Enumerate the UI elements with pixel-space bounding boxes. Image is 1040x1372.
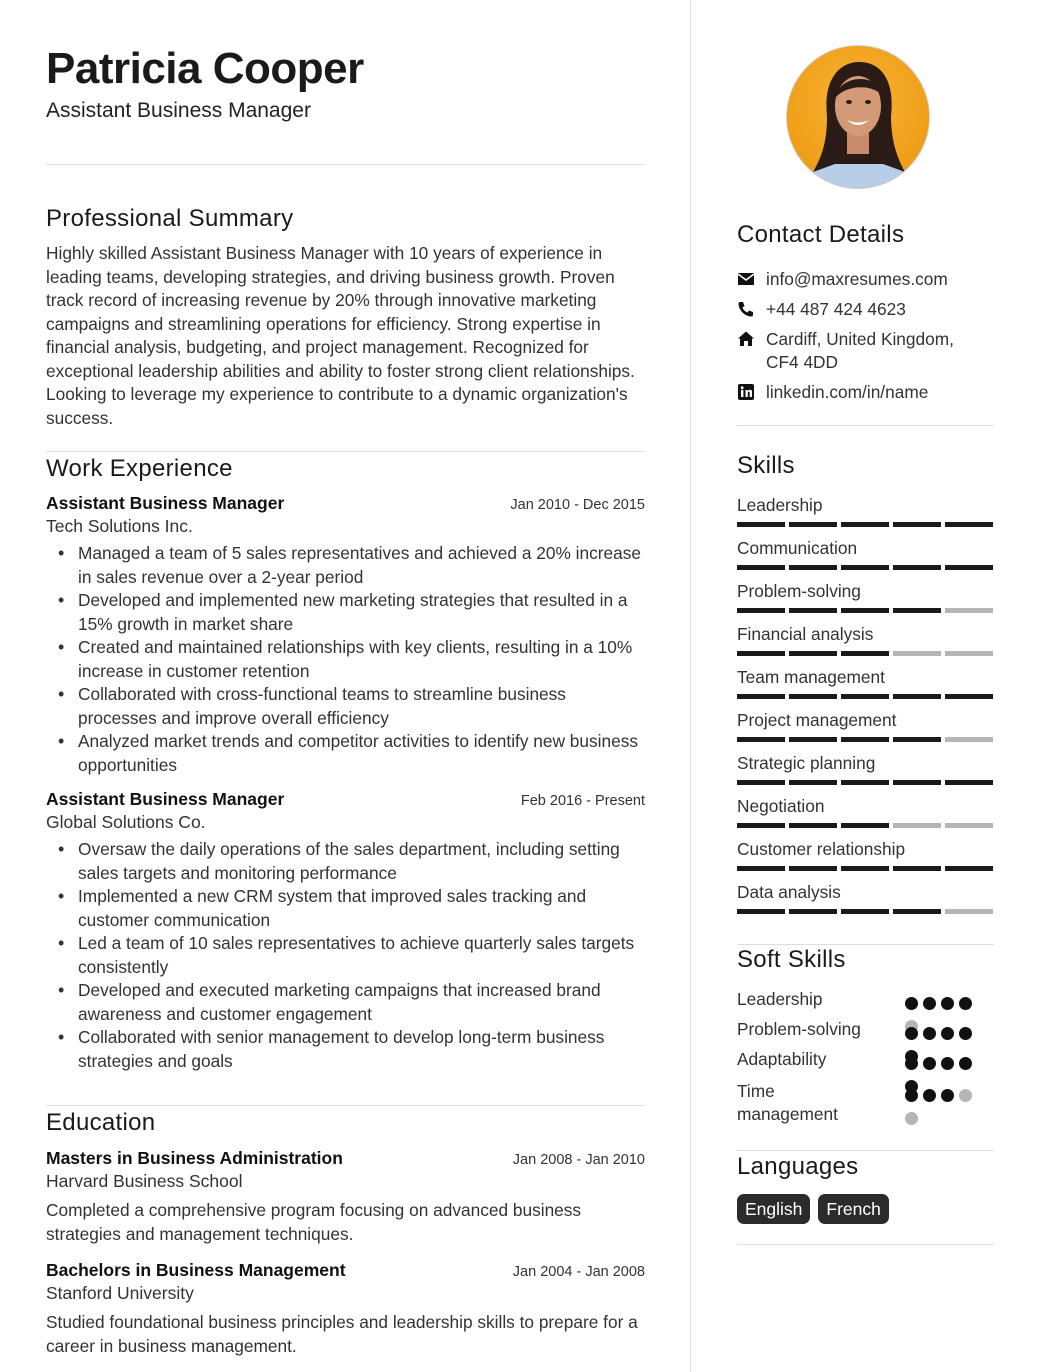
skills-heading: Skills	[737, 452, 795, 479]
rating-dot	[959, 1027, 972, 1040]
skill-level-segment	[841, 522, 889, 527]
job-bullet: • Developed and executed marketing campaigns that increased brand awareness and customer engagement	[46, 979, 645, 1026]
soft-skill-name: Adaptability	[737, 1049, 827, 1069]
education-entry	[46, 1260, 645, 1358]
skill-level-segment	[893, 823, 941, 828]
rating-dot	[923, 1089, 936, 1102]
skill-level-segment	[945, 694, 993, 699]
skill-level-segment	[945, 909, 993, 914]
skill-level-segment	[945, 866, 993, 871]
skill-level-bar	[737, 737, 993, 742]
skill-level-segment	[893, 694, 941, 699]
skill-level-segment	[893, 565, 941, 570]
rating-dot	[905, 1057, 918, 1070]
skill-level-segment	[893, 780, 941, 785]
envelope-icon	[737, 270, 755, 288]
contact-phone[interactable]	[737, 298, 994, 321]
skill-level-segment	[737, 737, 785, 742]
skill-row	[737, 494, 994, 537]
contact-email[interactable]	[737, 268, 994, 291]
skill-level-segment	[893, 522, 941, 527]
languages-divider	[737, 1244, 994, 1245]
linkedin-icon	[737, 383, 755, 401]
soft-skill-name: Problem-solving	[737, 1019, 861, 1039]
skill-level-segment	[789, 737, 837, 742]
skill-level-segment	[737, 909, 785, 914]
home-icon	[737, 330, 755, 348]
education-date: Jan 2004 - Jan 2008	[512, 1264, 645, 1280]
skill-row	[737, 623, 994, 666]
skill-name: Strategic planning	[737, 753, 876, 773]
skill-level-segment	[737, 823, 785, 828]
skill-level-segment	[841, 909, 889, 914]
skill-level-segment	[789, 694, 837, 699]
skill-level-segment	[945, 522, 993, 527]
education-description: Completed a comprehensive program focusing on advanced business strategies and management techniques.	[46, 1200, 582, 1244]
degree-title: Masters in Business Administration	[46, 1148, 343, 1168]
skill-name: Negotiation	[737, 796, 825, 816]
job-company: Global Solutions Co.	[46, 812, 206, 832]
skill-row	[737, 709, 994, 752]
job-date: Jan 2010 - Dec 2015	[510, 497, 645, 513]
contact-list	[737, 268, 994, 411]
rating-dot	[905, 997, 918, 1010]
skill-level-bar	[737, 522, 993, 527]
soft-skill-row	[737, 1080, 994, 1130]
skill-level-bar	[737, 909, 993, 914]
skill-level-segment	[789, 909, 837, 914]
skill-level-segment	[789, 866, 837, 871]
soft-skills-divider	[737, 1150, 994, 1151]
job-bullet: • Developed and implemented new marketing strategies that resulted in a 15% growth in market share	[46, 589, 645, 636]
soft-skill-row	[737, 1048, 994, 1078]
job-company: Tech Solutions Inc.	[46, 516, 193, 536]
main-column	[46, 44, 645, 1358]
skill-level-bar	[737, 608, 993, 613]
rating-dot	[905, 1089, 918, 1102]
skill-level-bar	[737, 780, 993, 785]
job-date: Feb 2016 - Present	[520, 793, 645, 809]
job-bullet: • Managed a team of 5 sales representatives and achieved a 20% increase in sales revenue over a 2-year period	[46, 542, 645, 589]
skill-level-segment	[789, 780, 837, 785]
skills-list	[737, 494, 994, 924]
job-bullet: • Analyzed market trends and competitor activities to identify new business opportunities	[46, 730, 645, 777]
job-bullet: • Collaborated with senior management to develop long-term business strategies and goals	[46, 1026, 645, 1073]
skill-level-bar	[737, 651, 993, 656]
skill-level-segment	[893, 909, 941, 914]
skill-level-segment	[841, 651, 889, 656]
profile-photo	[786, 45, 930, 189]
skill-row	[737, 666, 994, 709]
job-bullets	[46, 542, 645, 777]
education-description: Studied foundational business principles and leadership skills to prepare for a career in business management.	[46, 1312, 638, 1356]
education-date: Jan 2008 - Jan 2010	[512, 1152, 645, 1168]
rating-dot	[923, 997, 936, 1010]
skill-level-segment	[945, 608, 993, 613]
skill-level-segment	[893, 608, 941, 613]
skill-level-segment	[841, 737, 889, 742]
soft-skill-name: Leadership	[737, 989, 823, 1009]
job-title: Assistant Business Manager	[46, 789, 285, 809]
skill-level-segment	[789, 565, 837, 570]
rating-dot	[941, 1089, 954, 1102]
education-heading: Education	[46, 1109, 156, 1136]
job-title: Assistant Business Manager	[46, 493, 285, 513]
skill-row	[737, 838, 994, 881]
contact-heading: Contact Details	[737, 221, 905, 248]
skill-level-segment	[737, 651, 785, 656]
rating-dot	[959, 1057, 972, 1070]
skill-level-segment	[841, 866, 889, 871]
skill-row	[737, 881, 994, 924]
skill-row	[737, 795, 994, 838]
rating-dot	[959, 997, 972, 1010]
skill-name: Project management	[737, 710, 897, 730]
languages-heading: Languages	[737, 1153, 859, 1180]
job-bullets	[46, 838, 645, 1073]
rating-dot	[923, 1027, 936, 1040]
job-bullet: • Created and maintained relationships with key clients, resulting in a 10% increase in customer retention	[46, 636, 645, 683]
skill-level-segment	[945, 565, 993, 570]
skill-level-segment	[841, 565, 889, 570]
skill-level-segment	[737, 866, 785, 871]
skill-name: Leadership	[737, 495, 823, 515]
skill-row	[737, 537, 994, 580]
summary-divider	[46, 451, 645, 452]
skill-level-bar	[737, 866, 993, 871]
summary-text: Highly skilled Assistant Business Manager with 10 years of experience in leading teams, developing strategies, and driving business growth. Proven track record of increasing revenue by 20% through innovative marketing campaigns and streamlining operations for efficiency. Strong expertise in financial analysis, budgeting, and project management. Recognized for exceptional leadership abilities and ability to foster strong client relationships. Looking to leverage my experience to contribute to a dynamic organization's success.	[46, 243, 635, 428]
summary-heading: Professional Summary	[46, 205, 294, 232]
skill-level-segment	[789, 608, 837, 613]
language-pill: English	[737, 1194, 810, 1224]
skill-level-segment	[737, 694, 785, 699]
skill-level-segment	[945, 780, 993, 785]
skill-level-segment	[789, 522, 837, 527]
candidate-name: Patricia Cooper	[46, 44, 364, 93]
degree-title: Bachelors in Business Management	[46, 1260, 346, 1280]
job-entry	[46, 789, 645, 1073]
experience-heading: Work Experience	[46, 455, 233, 482]
contact-address	[737, 328, 994, 374]
skill-level-segment	[789, 651, 837, 656]
contact-linkedin[interactable]	[737, 381, 994, 404]
skill-level-bar	[737, 823, 993, 828]
skill-name: Customer relationship	[737, 839, 906, 859]
school-name: Harvard Business School	[46, 1171, 243, 1191]
skill-level-segment	[945, 737, 993, 742]
email-text: info@maxresumes.com	[766, 269, 948, 289]
rating-dot	[959, 1089, 972, 1102]
soft-skill-row	[737, 1018, 994, 1048]
skill-level-bar	[737, 565, 993, 570]
skill-level-segment	[841, 694, 889, 699]
skill-level-segment	[893, 651, 941, 656]
language-pill: French	[818, 1194, 888, 1224]
skill-row	[737, 580, 994, 623]
skill-name: Data analysis	[737, 882, 841, 902]
address-text: Cardiff, United Kingdom, CF4 4DD	[766, 329, 954, 372]
skill-level-segment	[893, 866, 941, 871]
soft-skill-row	[737, 988, 994, 1018]
skill-name: Financial analysis	[737, 624, 874, 644]
skill-name: Team management	[737, 667, 885, 687]
person-portrait-icon	[787, 46, 929, 188]
job-bullet: • Led a team of 10 sales representatives to achieve quarterly sales targets consistently	[46, 932, 645, 979]
skill-level-segment	[841, 608, 889, 613]
rating-dot	[941, 997, 954, 1010]
skill-level-segment	[945, 823, 993, 828]
candidate-title: Assistant Business Manager	[46, 99, 311, 122]
rating-dot	[923, 1057, 936, 1070]
experience-divider	[46, 1105, 645, 1106]
job-bullet: • Collaborated with cross-functional teams to streamline business processes and improve overall efficiency	[46, 683, 645, 730]
skill-level-segment	[789, 823, 837, 828]
school-name: Stanford University	[46, 1283, 194, 1303]
skill-level-bar	[737, 694, 993, 699]
skill-name: Communication	[737, 538, 858, 558]
skill-level-segment	[945, 651, 993, 656]
soft-skill-name: Time management	[737, 1081, 838, 1124]
job-bullet: • Implemented a new CRM system that improved sales tracking and customer communication	[46, 885, 645, 932]
soft-skill-rating	[905, 1085, 977, 1131]
linkedin-text: linkedin.com/in/name	[766, 382, 929, 402]
skill-level-segment	[737, 522, 785, 527]
skill-row	[737, 752, 994, 795]
rating-dot	[905, 1112, 918, 1125]
skill-level-segment	[737, 780, 785, 785]
skill-name: Problem-solving	[737, 581, 861, 601]
skill-level-segment	[841, 780, 889, 785]
languages-list	[737, 1194, 889, 1224]
rating-dot	[905, 1027, 918, 1040]
phone-icon	[737, 300, 755, 318]
job-bullet: • Oversaw the daily operations of the sales department, including setting sales targets and monitoring performance	[46, 838, 645, 885]
education-entry	[46, 1148, 645, 1246]
rating-dot	[941, 1027, 954, 1040]
job-entry	[46, 493, 645, 777]
contact-divider	[737, 425, 994, 426]
skill-level-segment	[841, 823, 889, 828]
rating-dot	[941, 1057, 954, 1070]
skill-level-segment	[737, 565, 785, 570]
soft-skills-list	[737, 988, 994, 1130]
skill-level-segment	[893, 737, 941, 742]
skill-level-segment	[737, 608, 785, 613]
column-divider	[690, 0, 691, 1372]
soft-skills-heading: Soft Skills	[737, 946, 846, 973]
phone-text: +44 487 424 4623	[766, 299, 906, 319]
header-divider	[46, 164, 645, 165]
